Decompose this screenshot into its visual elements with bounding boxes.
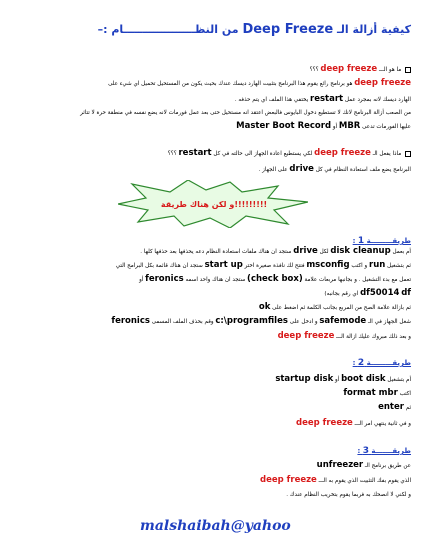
why-q2: لكي يستطيع اعادة الجهاز الى حالته في كل [213,151,313,157]
way1-l2a: ثم بتشغيل [387,263,411,269]
way3-num: 3 [362,446,369,456]
way1-line-7 [11,333,411,341]
way2-startup: startup disk [275,374,334,384]
desc-line-1 [11,80,411,88]
way3-heading: طريقـــــــة 3 : [357,446,411,456]
way1-l4a: df50014 [360,288,400,298]
way1-feronics2: feronics [111,316,150,326]
way1-safemode: safemode [319,316,367,326]
why-line-2 [11,166,411,174]
way1-startup: start up [204,260,243,270]
way1-l3b: ستجد ان هناك واحد اسمه [185,277,246,283]
way2-l4a: و في ثانية ينتهي امر الـــ [354,421,411,427]
author-email: malshaibah@yahoo [140,518,291,534]
way2-l1b: أو [335,377,340,383]
title-prefix: كيفية أزالة الـ [337,23,411,36]
desc-line-3: من الصعب أزالة البرنامج لانك لا تستطيع دخول البايوس فالبعض اعتقد انه مستحيل حتى بعد عمل فورمات لانه يضع نفسه في منطقة حرة لا تتاثر [80,110,411,116]
way1-disk-cleanup: disk cleanup [330,246,391,256]
way1-line-6 [11,318,411,326]
desc-restart: restart [310,94,344,104]
desc-master: Master Boot Record [236,121,332,131]
desc-l1a: هو برنامج رائع يقوم هذا البرنامج بتثبيت الهارد ديسك عندك بحيث يكون من المستحيل تحميل اي شيء على [108,81,353,87]
way2-enter: enter [378,402,404,412]
way1-l5a: ثم بازالة علامة الصح من المربع بجانب الكلمة ثم اضغط على [272,305,411,311]
what-q2: ؟؟؟ [309,67,319,73]
way1-feronics: feronics [145,274,184,284]
way1-l3a: تعمل مع بدء التشغيل . و بجانبها مربعات علامة [304,277,411,283]
way1-heading: طريقـــــــــة 1 : [352,236,411,246]
page-title [11,22,411,37]
way1-drive: drive [293,246,318,256]
way1-line-2 [11,262,411,270]
way3-unfreezer: unfreezer [316,460,364,470]
way1-l1b: لكل [319,249,329,255]
title-brand: Deep Freeze [242,22,334,37]
way1-label: طريقـــــــــة [366,237,411,245]
desc-l2a: الهارد ديسك لانه بمجرد عمل [344,97,411,103]
way1-run: run [369,260,386,270]
way1-l2d: ستجد ان هناك قائمة بكل البرامج التي [115,263,203,269]
way1-checkbox: (check box) [247,274,303,284]
way2-formatmbr: format mbr [343,388,398,398]
why-name: deep freeze [314,148,371,158]
why-q3: ؟؟؟ [167,151,177,157]
why-l2b: على الجهاز . [258,167,288,173]
what-q1: ما هو الـــ [378,67,402,73]
way1-line-1 [11,248,411,256]
way1-l6a: شغل الجهاز في الـ [367,319,411,325]
checkbox-bullet-icon [405,67,411,73]
why-question [11,150,411,158]
way1-path: c:\programfiles [215,316,288,326]
way3-line-1 [11,462,411,470]
desc-l2b: يختفي هذا الملف اي يتم حذفه . [234,97,309,103]
way1-line-5 [11,304,411,312]
desc-line-4 [11,123,411,131]
way1-l1c: ستجد ان هناك ملفات استعادة النظام دعه يحذفها بعد حذفها كلها . [140,249,292,255]
starburst-text: و لكن هناك طريقة!!!!!!!!! [160,200,268,209]
way3-label: طريقـــــــة [371,447,411,455]
desc-line-2 [11,96,411,104]
way2-dfz: deep freeze [296,418,353,428]
way2-l3a: ثم [405,405,411,411]
way2-label: طريقـــــــــة [366,359,411,367]
way1-l4b: df [401,288,411,298]
why-restart: restart [178,148,212,158]
why-l2a: البرنامج يضع ملف استعادة النظام في كل [315,167,411,173]
way1-l2c: فتتح لك نافذة صغيرة اختر [244,263,305,269]
way3-line-3: و لكني لا انصحك به فربما يقوم بتخريب النظام عندك . [286,492,411,498]
way1-l2b: و اكتب [351,263,368,269]
way1-num: 1 [357,236,365,246]
way3-l1a: عن طريق برنامج الـ [364,463,411,469]
way1-l1a: أم بعمل [392,249,411,255]
what-name: deep freeze [320,64,378,74]
why-q1: ماذا يفعل الـ [372,151,402,157]
way1-l4c: اي رقم بجانبه) [324,291,359,297]
way1-l6b: و ادخل على [289,319,318,325]
way2-line-1 [11,376,411,384]
way2-num: 2 [357,358,365,368]
way2-bootdisk: boot disk [341,374,386,384]
why-drive: drive [289,164,314,174]
desc-mbr: MBR [338,121,361,131]
starburst-callout [118,180,308,228]
title-suffix: من النظـــــــــــــــــــام :– [97,23,239,36]
way2-heading: طريقـــــــــة 2 : [352,358,411,368]
checkbox-bullet-icon [405,151,411,157]
way2-line-2 [11,390,411,398]
way1-dfz: deep freeze [277,331,335,341]
way2-l1a: أم بتشغيل [387,377,411,383]
way1-l7a: و بعد ذلك مبروك عليك ازالة الـــ [336,334,411,340]
way3-dfz: deep freeze [260,475,317,485]
way3-l2a: الذي يقوم بفك التثبيت الذي يقوم به الـــ [318,478,411,484]
way1-msconfig: msconfig [306,260,350,270]
way1-l3c: أو [139,277,144,283]
way2-l2a: اكتب [399,391,411,397]
way1-ok: ok [258,302,271,312]
way1-line-3 [11,276,411,284]
way2-line-4 [11,420,411,428]
desc-name: deep freeze [354,78,411,88]
way1-line-4 [11,290,411,298]
way3-line-2 [11,477,411,485]
what-question [11,66,411,74]
desc-l4a: عليها الفورمات تدعى [362,124,411,130]
way2-line-3 [11,404,411,412]
desc-or: أو [332,124,338,130]
way1-l6c: وقم بحذف الملف المسمى [151,319,214,325]
